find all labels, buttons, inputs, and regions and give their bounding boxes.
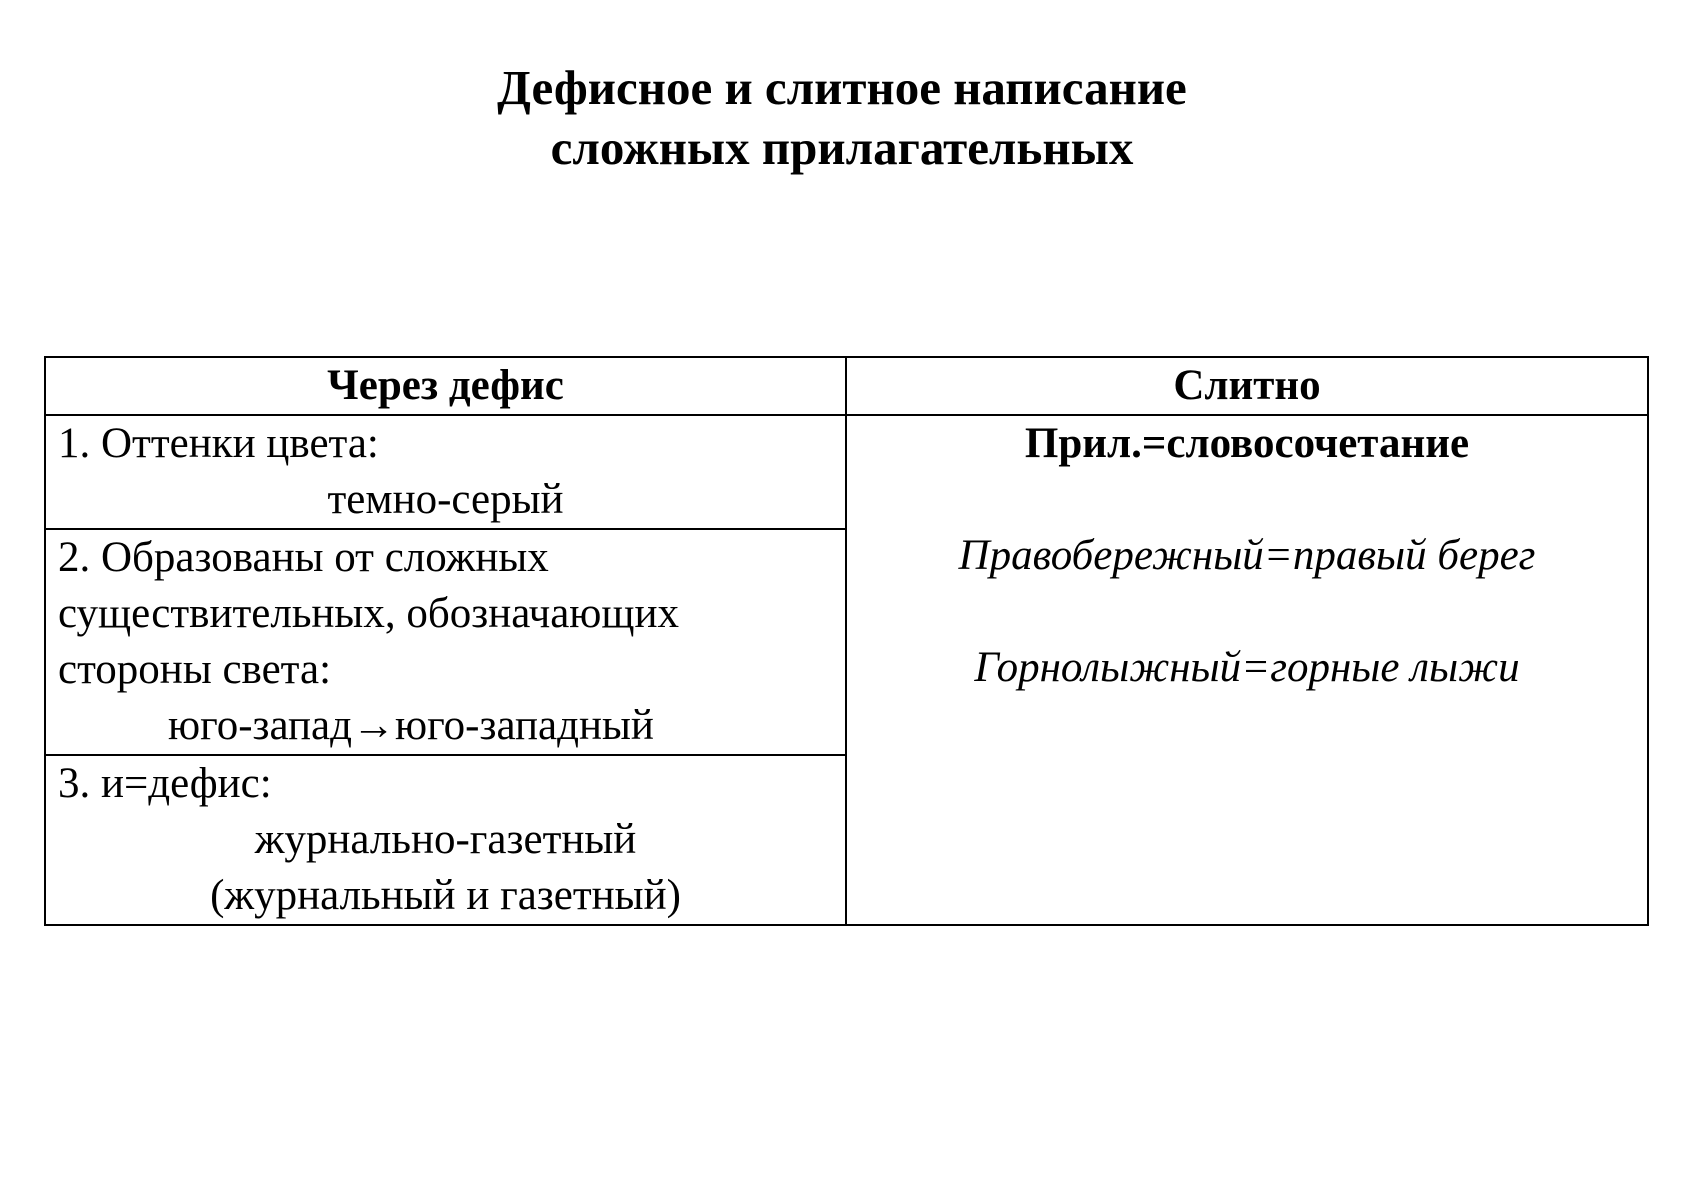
rule-1-cell [45,415,846,529]
solid-example-1: Правобережный=правый берег [958,532,1536,579]
solid-rule-heading: Прил.=словосочетание [1024,420,1470,467]
header-hyphen: Через дефис [45,357,846,415]
rule-2-text-1: 2. Образованы от сложных [58,534,549,581]
rule-2-text-3: стороны света: [58,646,332,693]
rule-1-example: темно-серый [327,476,564,523]
rule-3-text: 3. и=дефис: [58,760,272,807]
title-line-2: сложных прилагательных [550,120,1134,175]
rule-3-example-note: (журнальный и газетный) [210,872,681,919]
rule-2-text-2: существительных, обозначающих [58,590,680,637]
rule-3-example: журнально-газетный [254,816,637,863]
spelling-rules-table [44,356,1649,926]
table-row [45,415,1648,529]
header-solid: Слитно [846,357,1648,415]
rule-2-example: юго-запад→юго-западный [168,702,654,749]
document-title [0,58,1684,178]
solid-rule-cell [846,415,1648,925]
rule-1-text: 1. Оттенки цвета: [58,420,379,467]
solid-example-2: Горнолыжный=горные лыжи [974,644,1520,691]
title-line-1: Дефисное и слитное написание [497,60,1187,115]
rule-3-cell [45,755,846,925]
table-header-row [45,357,1648,415]
rule-2-cell [45,529,846,755]
